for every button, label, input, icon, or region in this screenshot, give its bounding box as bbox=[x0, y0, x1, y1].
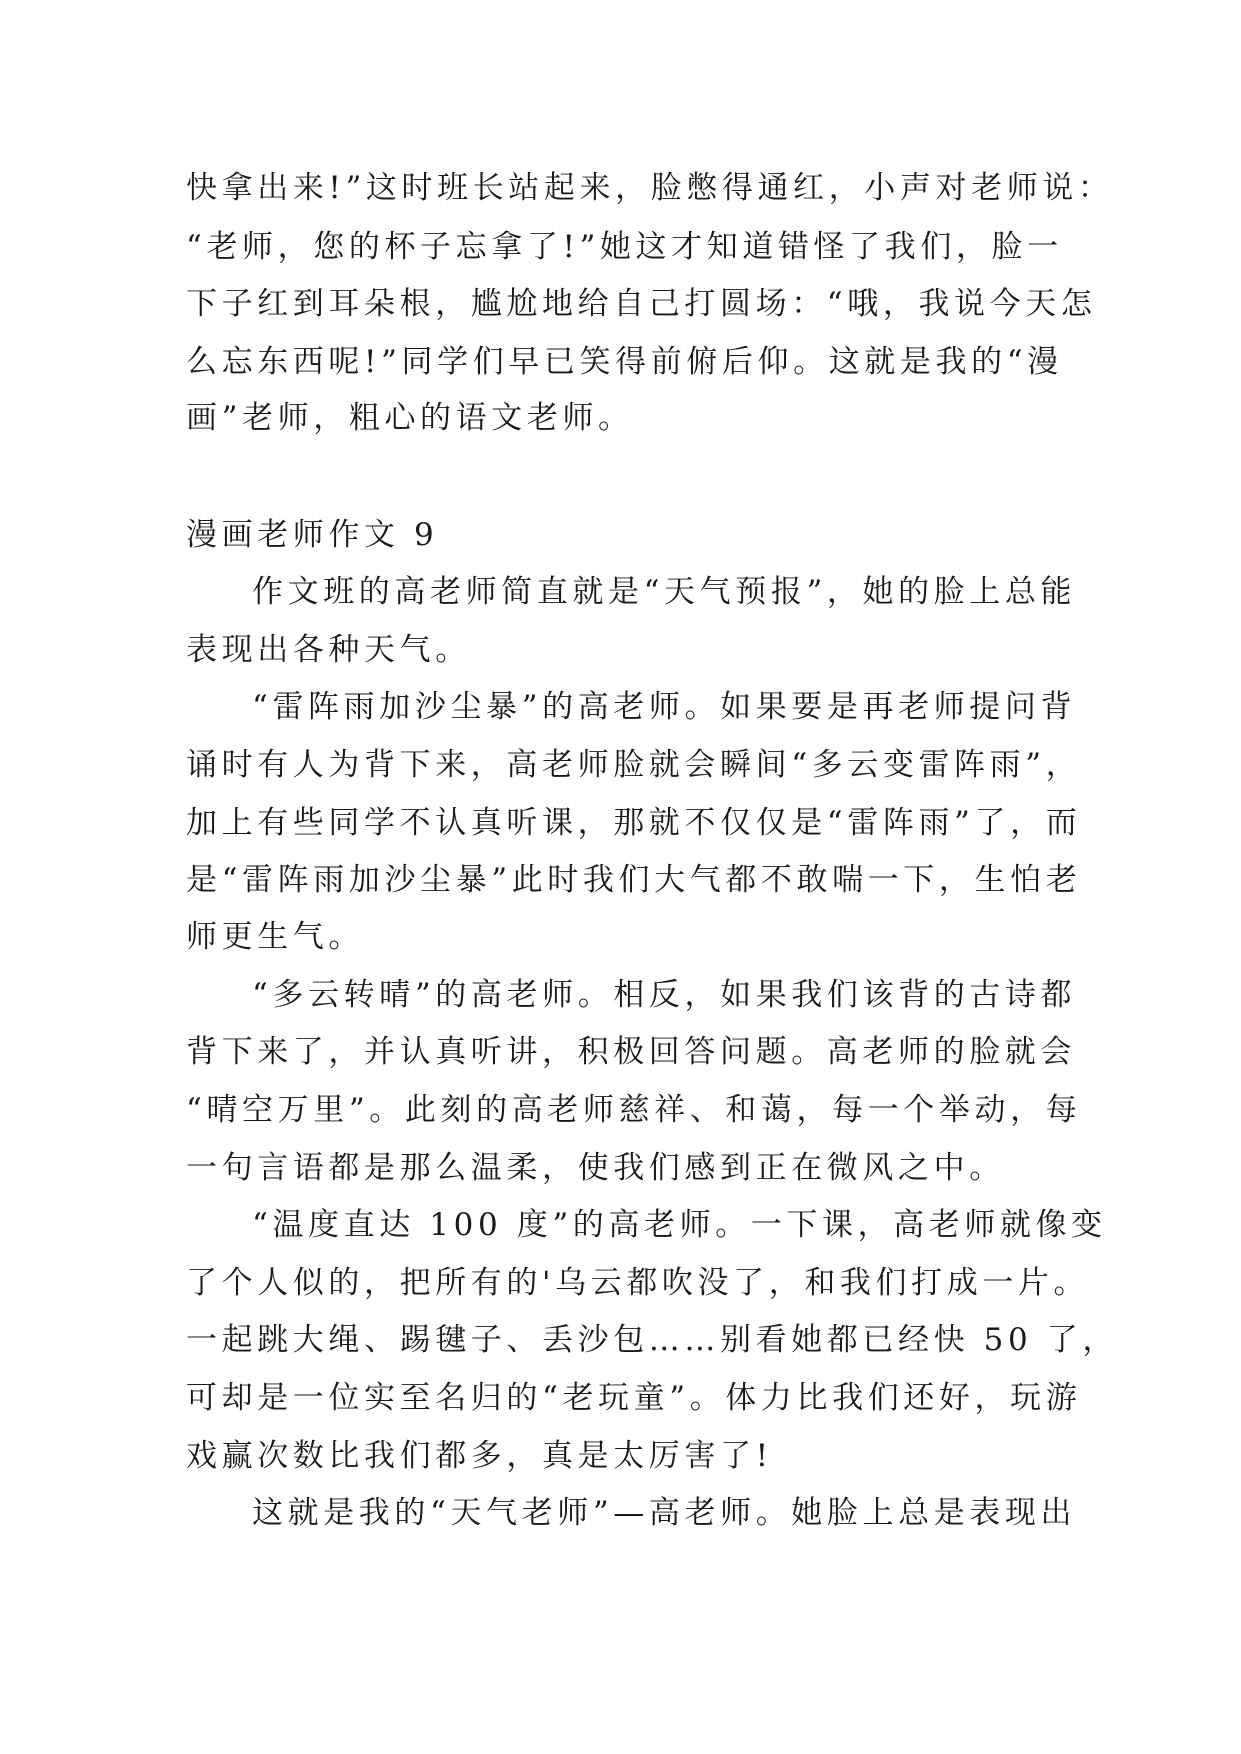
text-line: 作文班的高老师简直就是“天气预报”，她的脸上总能 bbox=[252, 574, 1077, 610]
text-line: “雷阵雨加沙尘暴”的高老师。如果要是再老师提问背 bbox=[252, 689, 1077, 725]
text-line: 了个人似的，把所有的'乌云都吹没了，和我们打成一片。 bbox=[186, 1265, 1090, 1301]
text-line: 是“雷阵雨加沙尘暴”此时我们大气都不敢喘一下，生怕老 bbox=[186, 862, 1082, 898]
text-line: 诵时有人为背下来，高老师脸就会瞬间“多云变雷阵雨”， bbox=[186, 747, 1082, 783]
text-line: 表现出各种天气。 bbox=[186, 632, 471, 668]
text-line: 么忘东西呢!”同学们早已笑得前俯后仰。这就是我的“漫 bbox=[186, 344, 1063, 380]
text-line: 加上有些同学不认真听课，那就不仅仅是“雷阵雨”了，而 bbox=[186, 805, 1082, 841]
text-line: “老师，您的杯子忘拿了!”她这才知道错怪了我们，脸一 bbox=[186, 229, 1063, 265]
text-line: 一起跳大绳、踢毽子、丢沙包……别看她都已经快 50 了， bbox=[186, 1322, 1118, 1358]
text-line: 快拿出来!”这时班长站起来，脸憋得通红，小声对老师说： bbox=[186, 170, 1114, 206]
text-line: 师更生气。 bbox=[186, 919, 364, 955]
section-heading: 漫画老师作文 9 bbox=[186, 517, 439, 553]
text-line: 可却是一位实至名归的“老玩童”。体力比我们还好，玩游 bbox=[186, 1380, 1082, 1416]
text-line: 背下来了，并认真听讲，积极回答问题。高老师的脸就会 bbox=[186, 1034, 1076, 1070]
text-line: 一句言语都是那么温柔，使我们感到正在微风之中。 bbox=[186, 1150, 1005, 1186]
text-line: 下子红到耳朵根，尴尬地给自己打圆场：“哦，我说今天怎 bbox=[186, 286, 1097, 322]
text-line: 画”老师，粗心的语文老师。 bbox=[186, 400, 634, 436]
text-line: 这就是我的“天气老师”—高老师。她脸上总是表现出 bbox=[252, 1495, 1077, 1531]
text-line: “晴空万里”。此刻的高老师慈祥、和蔼，每一个举动，每 bbox=[186, 1092, 1082, 1128]
text-line: “温度直达 100 度”的高老师。一下课，高老师就像变 bbox=[252, 1207, 1107, 1243]
text-line: “多云转晴”的高老师。相反，如果我们该背的古诗都 bbox=[252, 977, 1077, 1013]
text-line: 戏赢次数比我们都多，真是太厉害了! bbox=[186, 1438, 773, 1474]
